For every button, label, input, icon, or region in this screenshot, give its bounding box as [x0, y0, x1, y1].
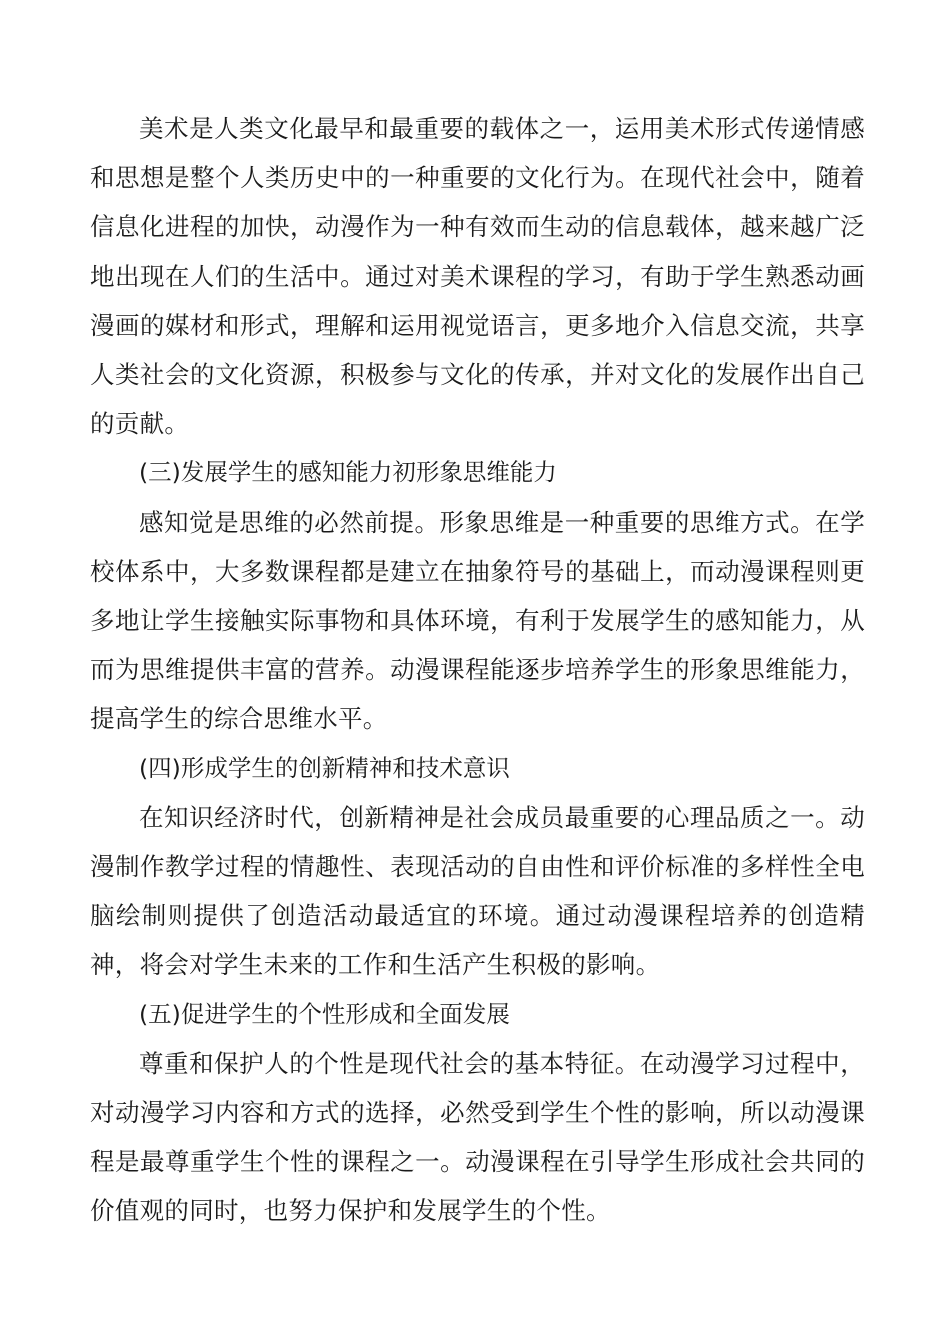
paragraph-personality: 尊重和保护人的个性是现代社会的基本特征。在动漫学习过程中，对动漫学习内容和方式的选择，必然受到学生个性的影响，所以动漫课程是最尊重学生个性的课程之一。动漫课程在引导学生形成社会共同的价值观的同时，也努力保护和发展学生的个性。 — [90, 1048, 865, 1226]
paragraph-innovation: 在知识经济时代，创新精神是社会成员最重要的心理品质之一。动漫制作教学过程的情趣性、表现活动的自由性和评价标准的多样性全电脑绘制则提供了创造活动最适宜的环境。通过动漫课程培养的创造精神，将会对学生未来的工作和生活产生积极的影响。 — [90, 802, 865, 980]
paragraph-perception: 感知觉是思维的必然前提。形象思维是一种重要的思维方式。在学校体系中，大多数课程都是建立在抽象符号的基础上，而动漫课程则更多地让学生接触实际事物和具体环境，有利于发展学生的感知能力，从而为思维提供丰富的营养。动漫课程能逐步培养学生的形象思维能力，提高学生的综合思维水平。 — [90, 507, 865, 734]
document-body — [90, 104, 865, 1236]
section-heading-4: (四)形成学生的创新精神和技术意识 — [139, 753, 510, 782]
section-heading-5: (五)促进学生的个性形成和全面发展 — [139, 999, 510, 1028]
paragraph-art-culture: 美术是人类文化最早和最重要的载体之一，运用美术形式传递情感和思想是整个人类历史中的一种重要的文化行为。在现代社会中，随着信息化进程的加快，动漫作为一种有效而生动的信息载体，越来越广泛地出现在人们的生活中。通过对美术课程的学习，有助于学生熟悉动画漫画的媒材和形式，理解和运用视觉语言，更多地介入信息交流，共享人类社会的文化资源，积极参与文化的传承，并对文化的发展作出自己的贡献。 — [90, 114, 865, 439]
section-heading-3: (三)发展学生的感知能力初形象思维能力 — [139, 458, 557, 487]
